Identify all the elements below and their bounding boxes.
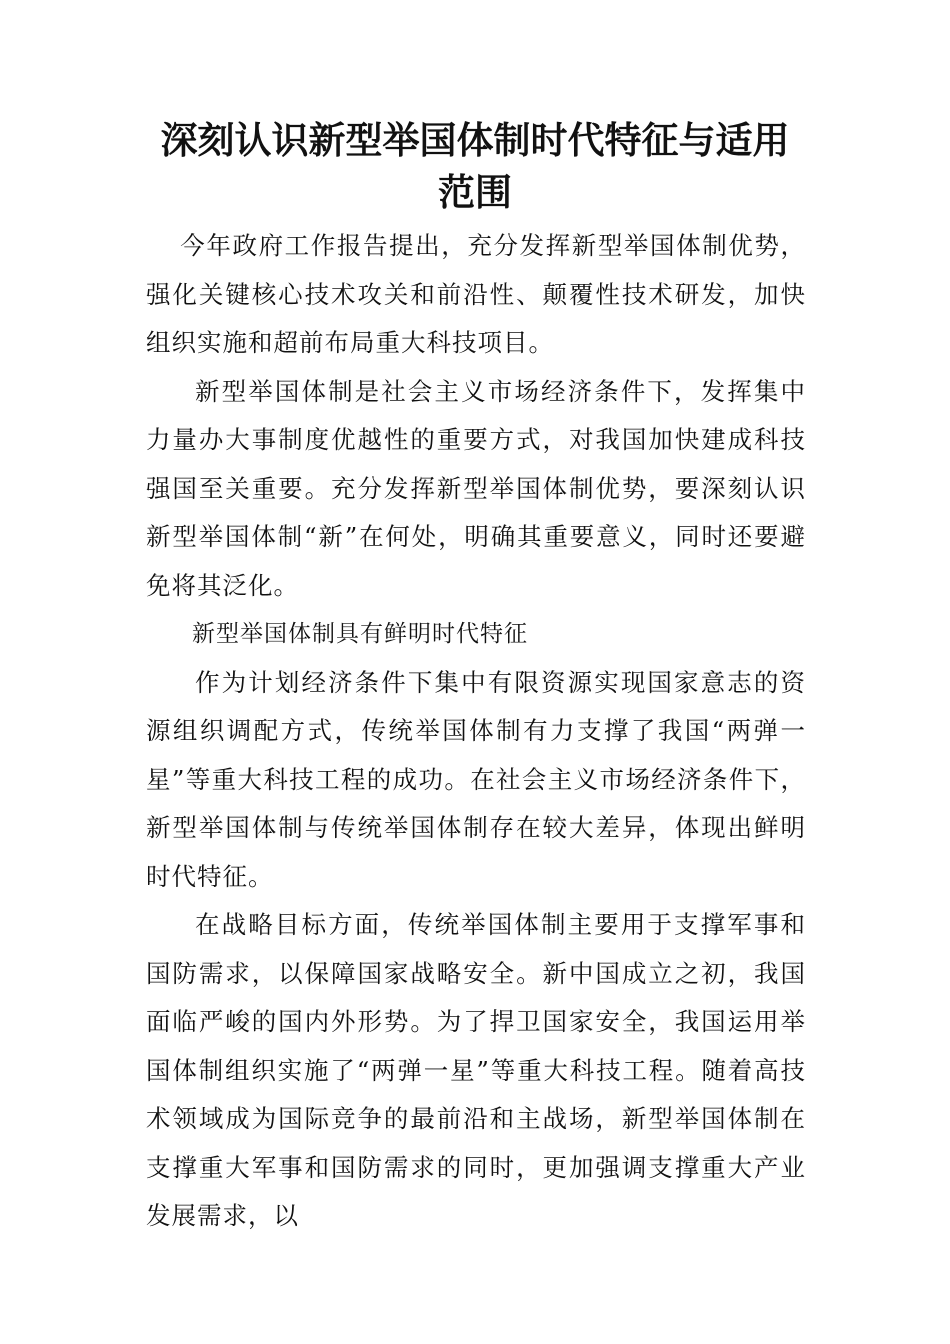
document-title: 深刻认识新型举国体制时代特征与适用范围: [160, 118, 790, 214]
paragraph-definition: 新型举国体制是社会主义市场经济条件下，发挥集中力量办大事制度优越性的重要方式，对我国加快建成科技强国至关重要。充分发挥新型举国体制优势，要深刻认识新型举国体制“新”在何处，明确其重要意义，同时还要避免将其泛化。: [146, 376, 806, 600]
paragraph-intro: 今年政府工作报告提出，充分发挥新型举国体制优势，强化关键核心技术攻关和前沿性、颠覆性技术研发，加快组织实施和超前布局重大科技项目。: [146, 231, 806, 357]
paragraph-history: 作为计划经济条件下集中有限资源实现国家意志的资源组织调配方式，传统举国体制有力支撑了我国“两弹一星”等重大科技工程的成功。在社会主义市场经济条件下，新型举国体制与传统举国体制存在较大差异，体现出鲜明时代特征。: [146, 667, 806, 891]
document-body: [146, 222, 806, 1241]
section-heading: 新型举国体制具有鲜明时代特征: [192, 621, 528, 647]
paragraph-strategic-goals: 在战略目标方面，传统举国体制主要用于支撑军事和国防需求，以保障国家战略安全。新中国成立之初，我国面临严峻的国内外形势。为了捍卫国家安全，我国运用举国体制组织实施了“两弹一星”等重大科技工程。随着高技术领域成为国际竞争的最前沿和主战场，新型举国体制在支撑重大军事和国防需求的同时，更加强调支撑重大产业发展需求，以: [146, 910, 806, 1230]
